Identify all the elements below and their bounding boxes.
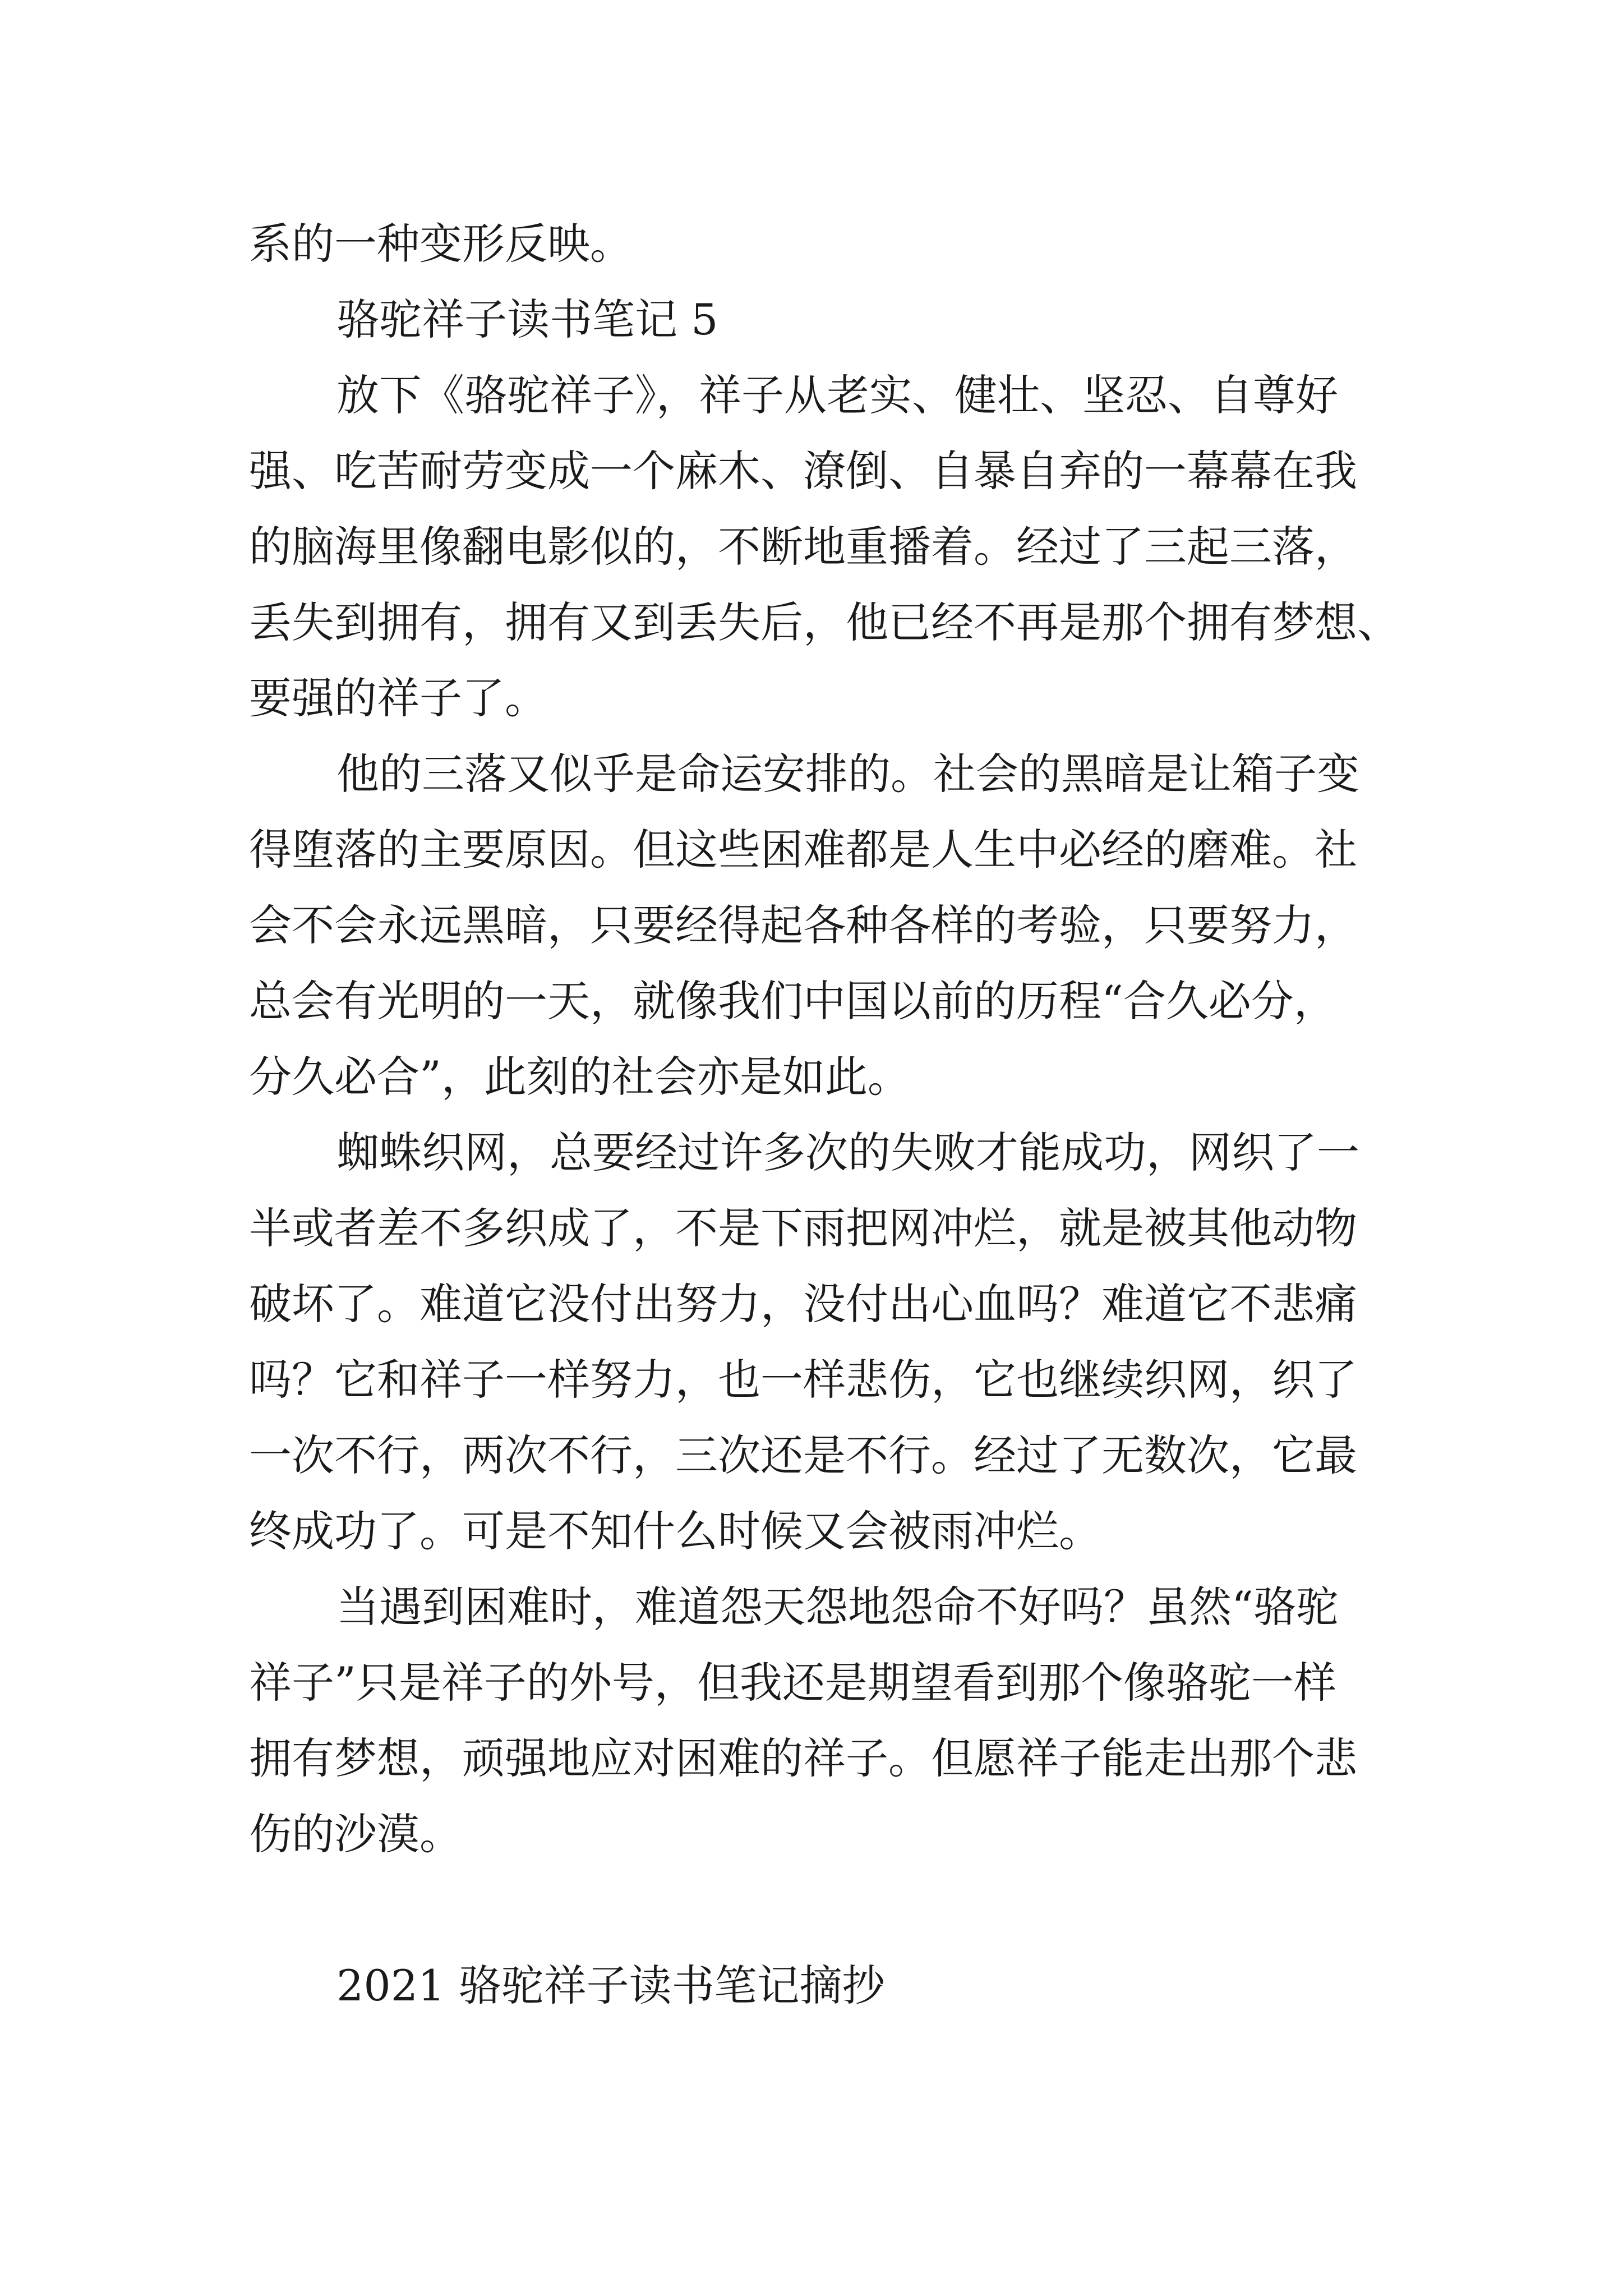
- text-line: 破坏了。难道它没付出努力，没付出心血吗？难道它不悲痛: [249, 1279, 1357, 1329]
- text-line: 会不会永远黑暗，只要经得起各种各样的考验，只要努力，: [249, 900, 1357, 950]
- text-line: 丢失到拥有，拥有又到丢失后，他已经不再是那个拥有梦想、: [249, 597, 1400, 647]
- text-line: 拥有梦想，顽强地应对困难的祥子。但愿祥子能走出那个悲: [249, 1733, 1357, 1783]
- text-line: 伤的沙漠。: [249, 1809, 462, 1859]
- text-line: 的脑海里像翻电影似的，不断地重播着。经过了三起三落，: [249, 522, 1357, 572]
- text-line: 得堕落的主要原因。但这些困难都是人生中必经的磨难。社: [249, 825, 1357, 875]
- text-line: 分久必合”，此刻的社会亦是如此。: [249, 1052, 910, 1102]
- text-line: 蜘蛛织网，总要经过许多次的失败才能成功，网织了一: [336, 1128, 1359, 1177]
- text-line: 要强的祥子了。: [249, 673, 547, 723]
- text-line: 强、吃苦耐劳变成一个麻木、潦倒、自暴自弃的一幕幕在我: [249, 446, 1357, 496]
- text-line: 半或者差不多织成了，不是下雨把网冲烂，就是被其他动物: [249, 1203, 1357, 1253]
- text-line: 他的三落又似乎是命运安排的。社会的黑暗是让箱子变: [336, 749, 1359, 799]
- text-line: 总会有光明的一天，就像我们中国以前的历程“合久必分，: [249, 976, 1336, 1026]
- text-line: 系的一种变形反映。: [249, 219, 633, 269]
- text-line: 吗？它和祥子一样努力，也一样悲伤，它也继续织网，织了: [249, 1355, 1357, 1405]
- text-line: 当遇到困难时，难道怨天怨地怨命不好吗？虽然“骆驼: [336, 1582, 1339, 1632]
- text-line: 终成功了。可是不知什么时候又会被雨冲烂。: [249, 1506, 1101, 1556]
- text-line: 祥子”只是祥子的外号，但我还是期望看到那个像骆驼一样: [249, 1658, 1336, 1708]
- text-line: 放下《骆驼祥子》，祥子从老实、健壮、坚忍、自尊好: [336, 370, 1338, 420]
- section-heading: 骆驼祥子读书笔记 5: [336, 295, 718, 344]
- document-title: 2021 骆驼祥子读书笔记摘抄: [336, 1961, 885, 2010]
- text-line: 一次不行，两次不行，三次还是不行。经过了无数次，它最: [249, 1430, 1357, 1480]
